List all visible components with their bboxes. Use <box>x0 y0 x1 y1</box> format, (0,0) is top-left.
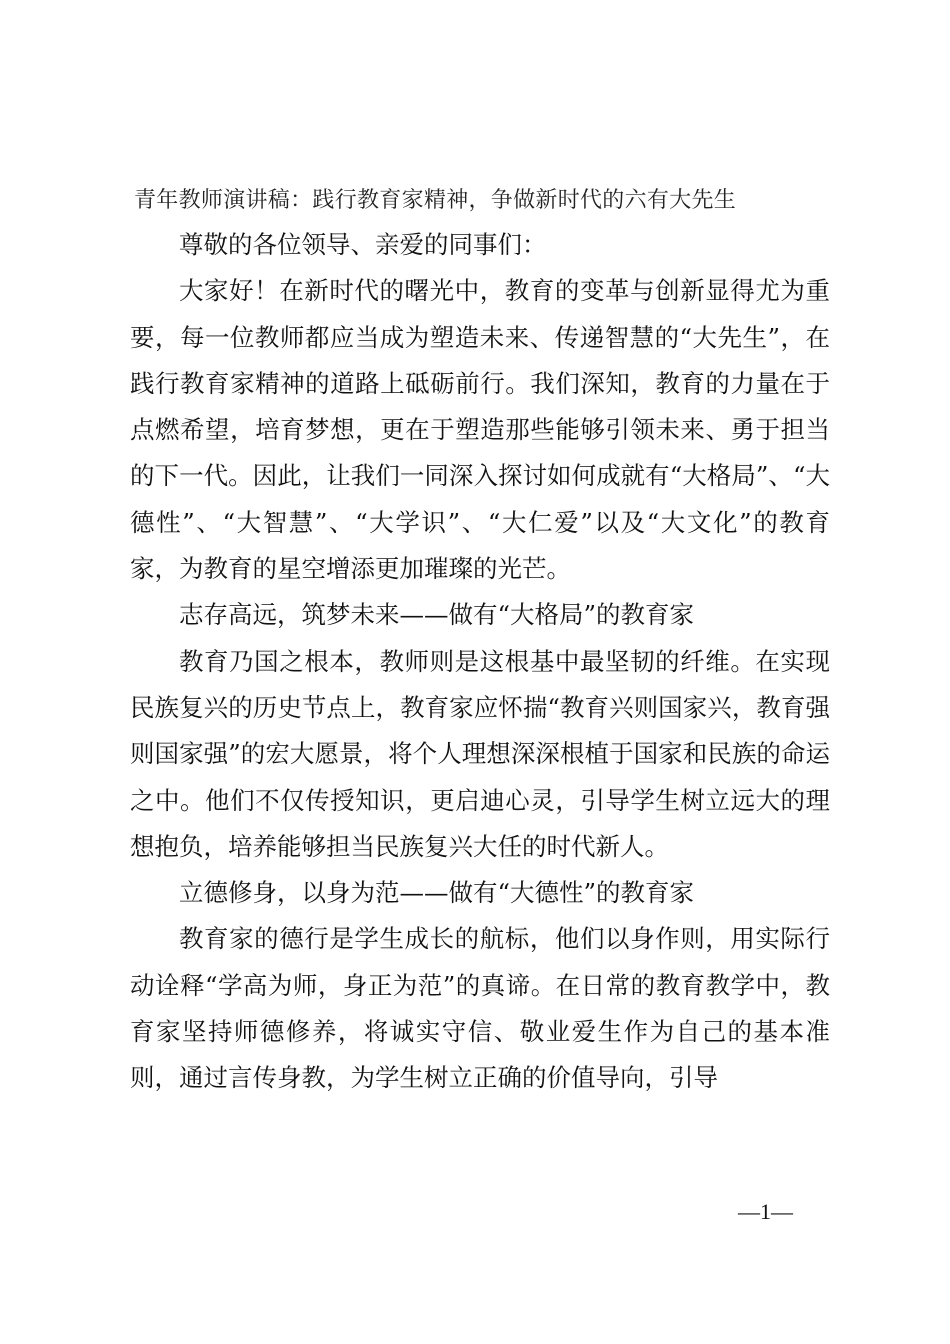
paragraph-big-virtue: 教育家的德行是学生成长的航标，他们以身作则，用实际行动诠释“学高为师，身正为范”的真谛。在日常的教育教学中，教育家坚持师德修养，将诚实守信、敬业爱生作为自己的基本准则，通过言传身教，为学生树立正确的价值导向，引导 <box>130 924 830 1093</box>
page-number: —1— <box>738 1199 793 1224</box>
paragraph-intro: 大家好！在新时代的曙光中，教育的变革与创新显得尤为重要，每一位教师都应当成为塑造未来、传递智慧的“大先生”，在践行教育家精神的道路上砥砺前行。我们深知，教育的力量在于点燃希望，培育梦想，更在于塑造那些能够引领未来、勇于担当的下一代。因此，让我们一同深入探讨如何成就有“大格局”、“大德性”、“大智慧”、“大学识”、“大仁爱”以及“大文化”的教育家，为教育的星空增添更加璀璨的光芒。 <box>130 276 830 584</box>
document-body <box>130 222 830 1102</box>
document-title: 青年教师演讲稿：践行教育家精神，争做新时代的六有大先生 <box>134 188 737 213</box>
section-heading-big-vision: 志存高远，筑梦未来——做有“大格局”的教育家 <box>179 600 695 630</box>
section-heading-big-virtue: 立德修身，以身为范——做有“大德性”的教育家 <box>179 878 695 908</box>
paragraph-big-vision: 教育乃国之根本，教师则是这根基中最坚韧的纤维。在实现民族复兴的历史节点上，教育家应怀揣“教育兴则国家兴，教育强则国家强”的宏大愿景，将个人理想深深根植于国家和民族的命运之中。他们不仅传授知识，更启迪心灵，引导学生树立远大的理想抱负，培养能够担当民族复兴大任的时代新人。 <box>130 646 830 861</box>
salutation: 尊敬的各位领导、亲爱的同事们： <box>179 230 547 259</box>
